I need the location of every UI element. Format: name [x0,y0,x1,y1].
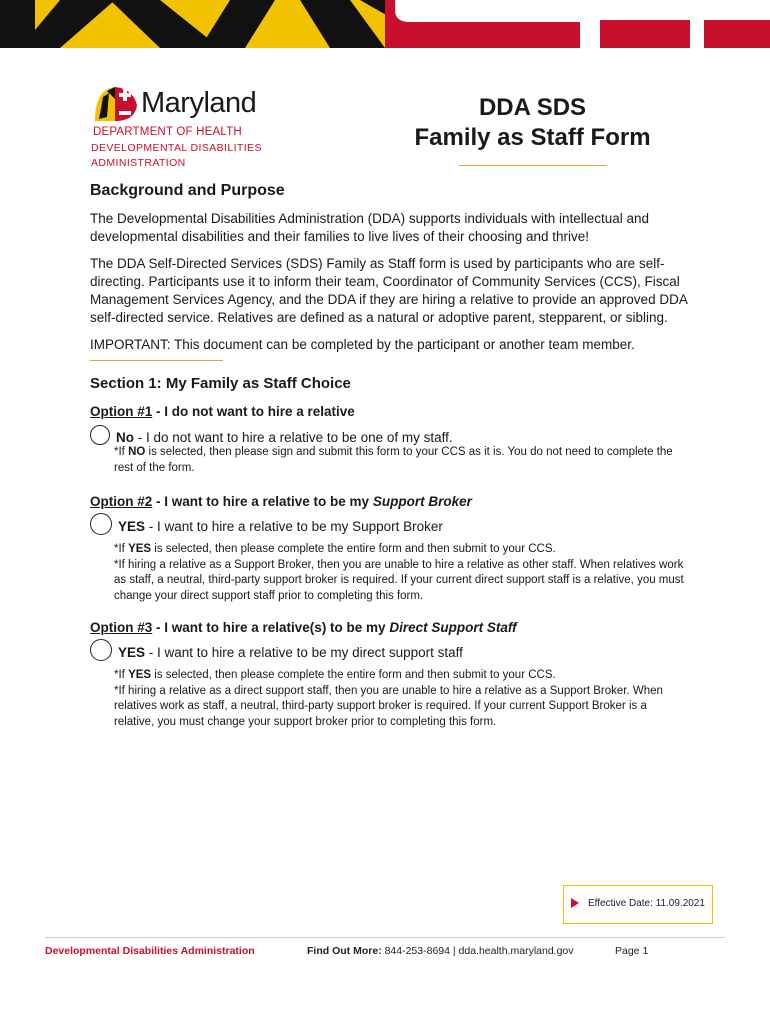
title-divider [459,165,607,166]
option3-title [90,620,690,635]
background-paragraph-1: The Developmental Disabilities Administration (DDA) supports individuals with intellectual and developmental disabilities and their families to live lives of their choosing and thrive! [90,211,650,244]
option3-radio[interactable] [90,639,112,661]
footer-contact-value[interactable]: 844-253-8694 | dda.health.maryland.gov [381,945,574,957]
section-divider [90,360,223,361]
option1-note: *If NO is selected, then please sign and submit this form to your CCS as it is. You do not need to complete the rest of the form. [114,446,673,474]
flag-banner [0,0,770,48]
option1-radio[interactable] [90,425,110,445]
option1-choice-key: No [116,430,134,445]
form-title [395,93,670,153]
footer-agency: Developmental Disabilities Administration [45,945,255,957]
title-line-1: DDA SDS [478,94,587,121]
option3-desc-emphasis: Direct Support Staff [389,620,517,635]
option2-title [90,494,690,509]
option2-desc-emphasis: Support Broker [372,494,472,509]
option2-note-2: *If hiring a relative as a Support Broker, then you are unable to hire a relative as other staff. When relatives work as staff, a neutral, third-party support broker is required. If your current direct support staff is a relative, you must change your direct support staff prior to completing this form. [114,558,684,602]
background-heading: Background and Purpose [90,182,285,199]
option3-choice[interactable] [90,645,690,660]
brand-name: Maryland [141,87,257,119]
option3-label: Option #3 [90,620,153,635]
option2-choice-key: YES [118,519,146,534]
option2-radio[interactable] [90,513,112,535]
background-paragraph-2: The DDA Self-Directed Services (SDS) Family as Staff form is used by participants who are self-directing. Participants use it to inform their team, Coordinator of Community Services (CCS), Fiscal Management Services Agency, and the DDA if they are hiring a relative to provide an approved DDA self-directed service. Relatives are defined as a natural or adoptive parent, stepparent, or sibling. [90,256,688,325]
option1-choice[interactable] [90,430,690,445]
page-number: Page 1 [615,945,649,957]
option1-desc: - I do not want to hire a relative [152,404,355,419]
red-flag-icon [571,898,579,908]
effective-date: Effective Date: 11.09.2021 [588,898,705,909]
maryland-flag-icon [93,83,139,123]
footer-contact [307,945,574,957]
option3-note-2: *If hiring a relative as a direct support staff, then you are unable to hire a relative as a Support Broker. When relatives work as staff, a neutral, third-party support broker is required. If your current Support Broker is a relative, you must change your support broker prior to completing this form. [114,684,663,728]
option2-note-1: *If YES is selected, then please complete the entire form and then submit to your CCS. [114,543,556,555]
title-line-2: Family as Staff Form [414,124,651,151]
administration-name: DEVELOPMENTAL DISABILITIES ADMINISTRATION [91,142,262,169]
footer-find-label: Find Out More: [307,945,382,957]
option2-label: Option #2 [90,494,153,509]
option2-choice[interactable] [90,519,690,534]
section1-heading: Section 1: My Family as Staff Choice [90,375,351,392]
option3-desc: - I want to hire a relative(s) to be my [152,620,390,635]
option3-note-1: *If YES is selected, then please complete the entire form and then submit to your CCS. [114,669,556,681]
important-note: IMPORTANT: This document can be completed by the participant or another team member. [90,337,635,352]
department-name: DEPARTMENT OF HEALTH [93,126,242,138]
option3-choice-text: - I want to hire a relative to be my direct support staff [145,645,463,660]
option2-desc: - I want to hire a relative to be my [152,494,373,509]
option1-choice-text: - I do not want to hire a relative to be one of my staff. [134,430,453,445]
form-body [90,182,690,730]
footer-divider [45,937,725,938]
option1-label: Option #1 [90,404,153,419]
option2-choice-text: - I want to hire a relative to be my Support Broker [145,519,443,534]
option3-choice-key: YES [118,645,146,660]
effective-date-box [563,885,713,924]
option1-title [90,404,690,419]
